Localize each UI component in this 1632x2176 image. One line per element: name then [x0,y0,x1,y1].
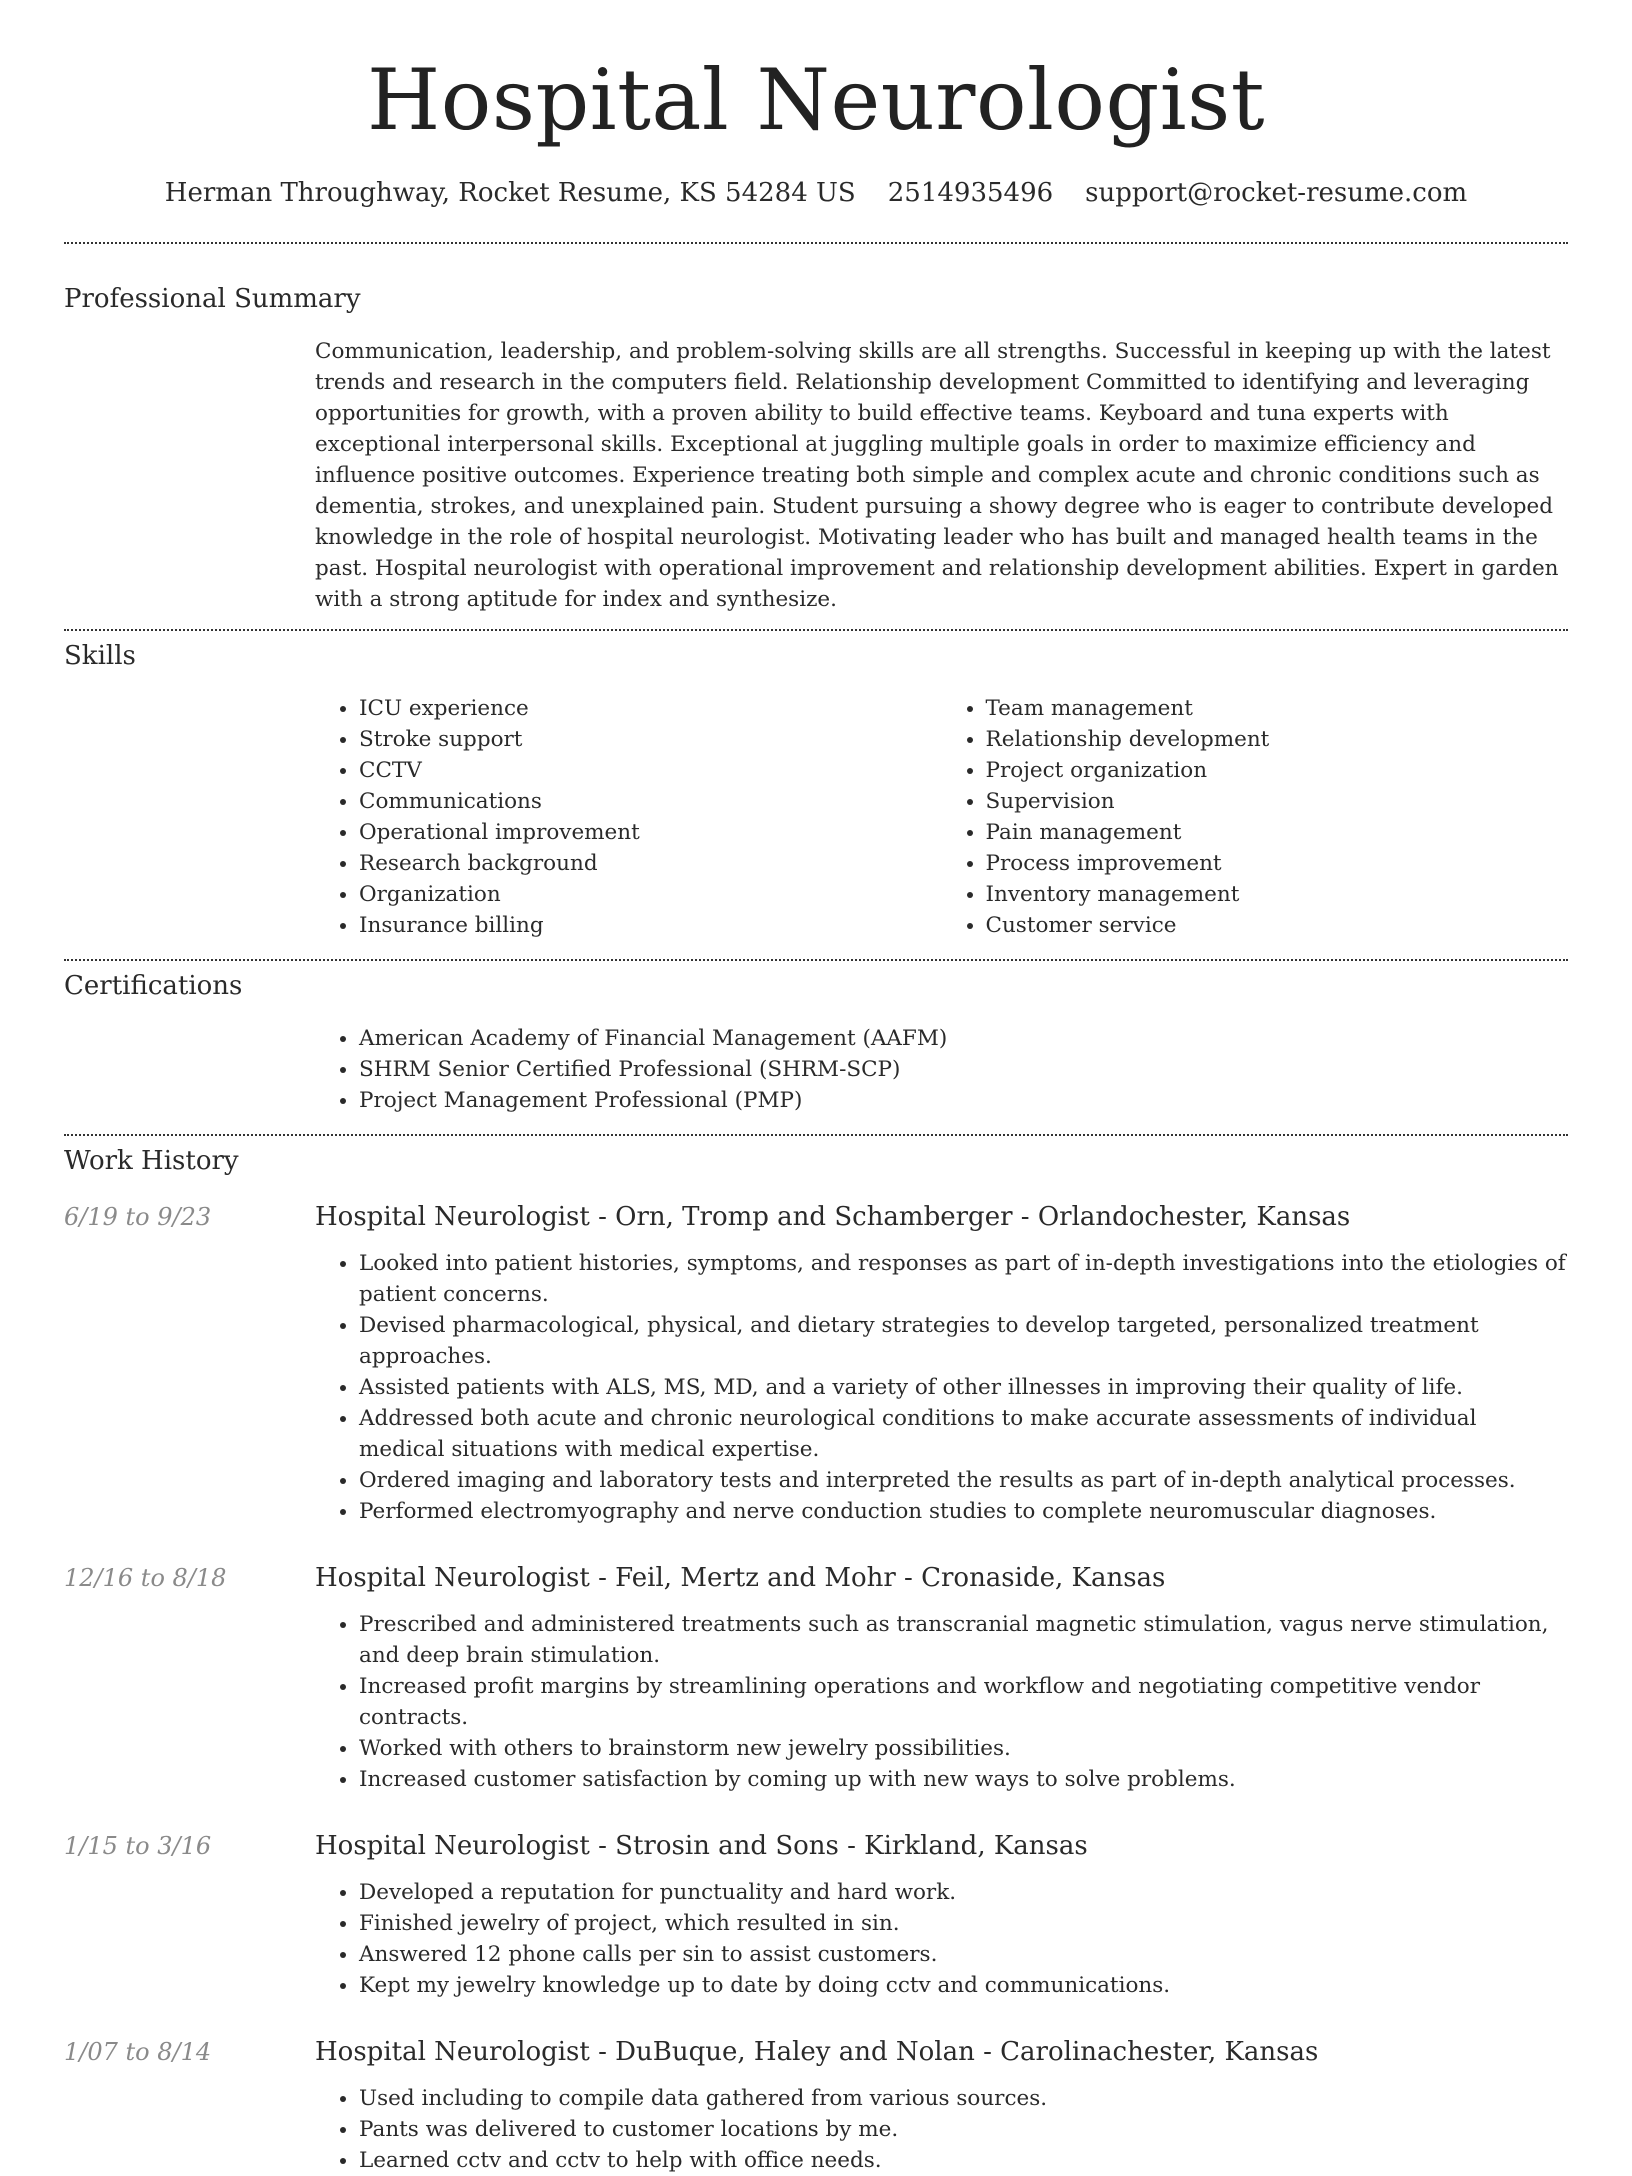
job-title: Hospital Neurologist - DuBuque, Haley and Nolan - Carolinachester, Kansas [315,2037,1319,2067]
skills-list-right [942,693,1569,941]
resume-header [0,0,1632,208]
list-item: • Communications [359,786,942,817]
job-date: 12/16 to 8/18 [64,1564,227,1592]
list-item: • Pants was delivered to customer locations by me. [359,2114,1568,2145]
summary-heading: Professional Summary [64,284,361,314]
work-history-section [64,1134,1568,2176]
list-item: • Insurance billing [359,910,942,941]
job-entry [64,1200,1568,1527]
list-item: • Learned cctv and cctv to help with office needs. [359,2145,1568,2176]
job-bullets [315,2083,1568,2176]
job-bullets [315,1248,1568,1527]
list-item: • Inventory management [986,879,1569,910]
list-item: • Project organization [986,755,1569,786]
list-item: • Increased profit margins by streamlining operations and workflow and negotiating competitive vendor contracts. [359,1671,1568,1733]
certifications-list [315,1023,1568,1116]
list-item: • Worked with others to brainstorm new jewelry possibilities. [359,1733,1568,1764]
contact-email: support@rocket-resume.com [1085,178,1468,208]
list-item: • Relationship development [986,724,1569,755]
list-item: • Ordered imaging and laboratory tests and interpreted the results as part of in-depth analytical processes. [359,1465,1568,1496]
job-date: 1/15 to 3/16 [64,1832,212,1860]
list-item: • ICU experience [359,693,942,724]
work-history-heading: Work History [64,1146,239,1176]
list-item: • Project Management Professional (PMP) [359,1085,1568,1116]
list-item: • Devised pharmacological, physical, and dietary strategies to develop targeted, personalized treatment approaches. [359,1310,1568,1372]
skills-section [64,629,1568,959]
list-item: • Addressed both acute and chronic neurological conditions to make accurate assessments of individual medical situations with medical expertise. [359,1403,1568,1465]
list-item: • Stroke support [359,724,942,755]
list-item: • Prescribed and administered treatments such as transcranial magnetic stimulation, vagus nerve stimulation, and deep brain stimulation. [359,1609,1568,1671]
contact-address: Herman Throughway, Rocket Resume, KS 54284 US [164,178,856,208]
list-item: • Finished jewelry of project, which resulted in sin. [359,1908,1568,1939]
list-item: • CCTV [359,755,942,786]
list-item: • Performed electromyography and nerve conduction studies to complete neuromuscular diagnoses. [359,1496,1568,1527]
job-entry [64,1561,1568,1795]
job-date: 6/19 to 9/23 [64,1203,212,1231]
job-title: Hospital Neurologist - Feil, Mertz and Mohr - Cronaside, Kansas [315,1563,1166,1593]
candidate-title: Hospital Neurologist [367,51,1265,149]
list-item: • Supervision [986,786,1569,817]
list-item: • Research background [359,848,942,879]
list-item: • Answered 12 phone calls per sin to assist customers. [359,1939,1568,1970]
job-date: 1/07 to 8/14 [64,2038,212,2066]
contact-line [0,178,1632,208]
list-item: • American Academy of Financial Management (AAFM) [359,1023,1568,1054]
list-item: • Developed a reputation for punctuality and hard work. [359,1877,1568,1908]
list-item: • Assisted patients with ALS, MS, MD, and a variety of other illnesses in improving their quality of life. [359,1372,1568,1403]
list-item: • Looked into patient histories, symptoms, and responses as part of in-depth investigations into the etiologies of patient concerns. [359,1248,1568,1310]
skills-heading: Skills [64,641,136,671]
job-entry [64,1829,1568,2001]
list-item: • Kept my jewelry knowledge up to date by doing cctv and communications. [359,1970,1568,2001]
list-item: • Pain management [986,817,1569,848]
list-item: • Used including to compile data gathered from various sources. [359,2083,1568,2114]
list-item: • Team management [986,693,1569,724]
certifications-heading: Certifications [64,971,243,1001]
list-item: • SHRM Senior Certified Professional (SHRM-SCP) [359,1054,1568,1085]
job-title: Hospital Neurologist - Strosin and Sons - Kirkland, Kansas [315,1831,1088,1861]
list-item: • Organization [359,879,942,910]
summary-text: Communication, leadership, and problem-solving skills are all strengths. Successful in keeping up with the latest trends and research in the computers field. Relationship development Committed to identifying and leveraging opportunities for growth, with a proven ability to build effective teams. Keyboard and tuna experts with exceptional interpersonal skills. Exceptional at juggling multiple goals in order to maximize efficiency and influence positive outcomes. Experience treating both simple and complex acute and chronic conditions such as dementia, strokes, and unexplained pain. Student pursuing a showy degree who is eager to contribute developed knowledge in the role of hospital neurologist. Motivating leader who has built and managed health teams in the past. Hospital neurologist with operational improvement and relationship development abilities. Expert in garden with a strong aptitude for index and synthesize. [315,339,1559,612]
list-item: • Operational improvement [359,817,942,848]
summary-section [64,242,1568,629]
job-entry [64,2035,1568,2176]
job-bullets [315,1609,1568,1795]
skills-list-left [315,693,942,941]
contact-phone: 2514935496 [887,178,1054,208]
job-title: Hospital Neurologist - Orn, Tromp and Schamberger - Orlandochester, Kansas [315,1202,1351,1232]
certifications-section [64,959,1568,1134]
list-item: • Increased customer satisfaction by coming up with new ways to solve problems. [359,1764,1568,1795]
list-item: • Process improvement [986,848,1569,879]
list-item: • Customer service [986,910,1569,941]
job-bullets [315,1877,1568,2001]
